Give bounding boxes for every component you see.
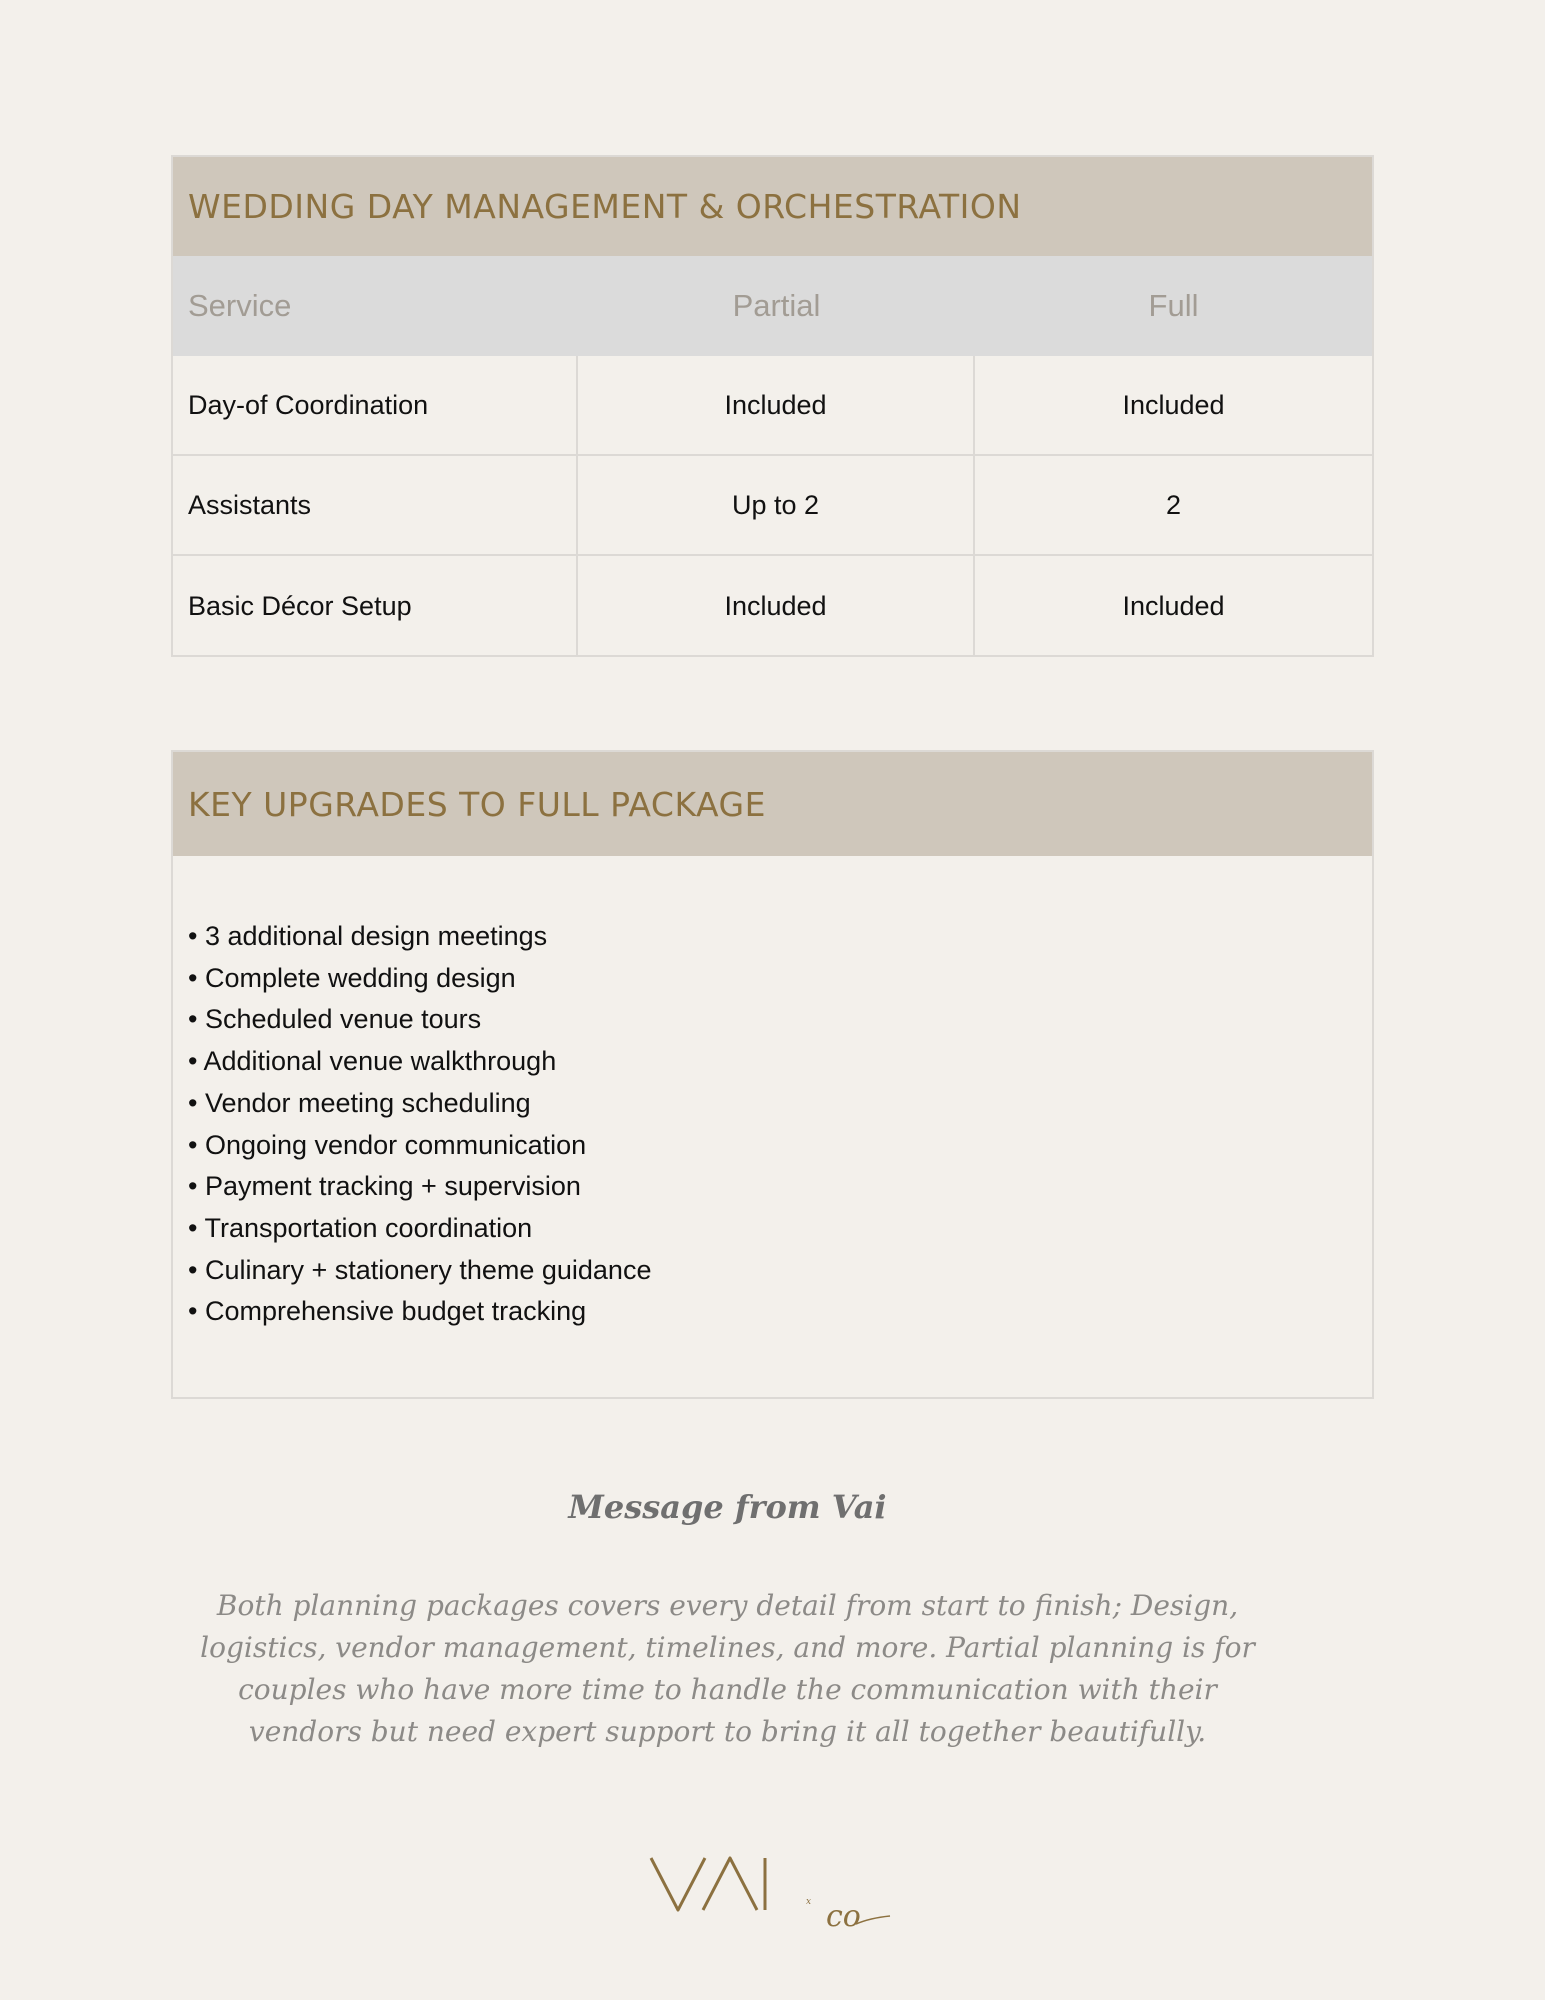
service-cell: Assistants — [173, 456, 578, 554]
wedding-day-management-table — [171, 155, 1374, 657]
upgrades-section-title: KEY UPGRADES TO FULL PACKAGE — [173, 752, 1372, 856]
management-section-title: WEDDING DAY MANAGEMENT & ORCHESTRATION — [173, 157, 1372, 256]
table-row — [173, 456, 1372, 556]
logo-letter-a — [703, 1858, 757, 1910]
partial-cell: Included — [578, 356, 975, 454]
column-header-full: Full — [1148, 288, 1199, 323]
column-header-partial: Partial — [732, 288, 821, 323]
service-cell: Basic Décor Setup — [173, 556, 578, 656]
list-item: • Payment tracking + supervision — [188, 1171, 581, 1202]
key-upgrades-panel — [171, 750, 1374, 1399]
logo-letter-v — [651, 1858, 705, 1910]
list-item: • Transportation coordination — [188, 1212, 533, 1243]
column-header-service: Service — [188, 288, 292, 323]
logo-joiner: x — [806, 1897, 812, 1907]
list-item: • 3 additional design meetings — [188, 921, 548, 951]
list-item: • Comprehensive budget tracking — [188, 1296, 587, 1327]
upgrades-list — [173, 856, 1372, 1333]
full-cell: 2 — [1165, 489, 1182, 520]
partial-cell: Included — [578, 556, 975, 656]
table-header-row — [173, 256, 1372, 356]
service-cell: Day-of Coordination — [173, 356, 578, 454]
logo-flourish — [856, 1916, 890, 1924]
list-item: • Ongoing vendor communication — [188, 1129, 587, 1160]
full-cell: Included — [1122, 389, 1225, 420]
list-item: • Complete wedding design — [188, 962, 516, 993]
partial-cell: Up to 2 — [578, 456, 975, 554]
vai-co-logo — [648, 1850, 908, 1940]
message-title: Message from Vai — [568, 1488, 887, 1526]
list-item: • Additional venue walkthrough — [188, 1046, 557, 1077]
list-item: • Culinary + stationery theme guidance — [188, 1254, 652, 1285]
full-cell: Included — [1122, 590, 1225, 621]
logo-co-script: co — [826, 1899, 861, 1934]
list-item: • Scheduled venue tours — [188, 1004, 482, 1035]
message-body: Both planning packages covers every detail from start to finish; Design, logistics, vendor management, timelines, and more. Partial planning is for couples who have more time to handle the communication with their vendors but need expert support to bring it all together beautifully. — [200, 1589, 1255, 1748]
table-row — [173, 556, 1372, 656]
list-item: • Vendor meeting scheduling — [188, 1087, 531, 1118]
table-row — [173, 356, 1372, 456]
